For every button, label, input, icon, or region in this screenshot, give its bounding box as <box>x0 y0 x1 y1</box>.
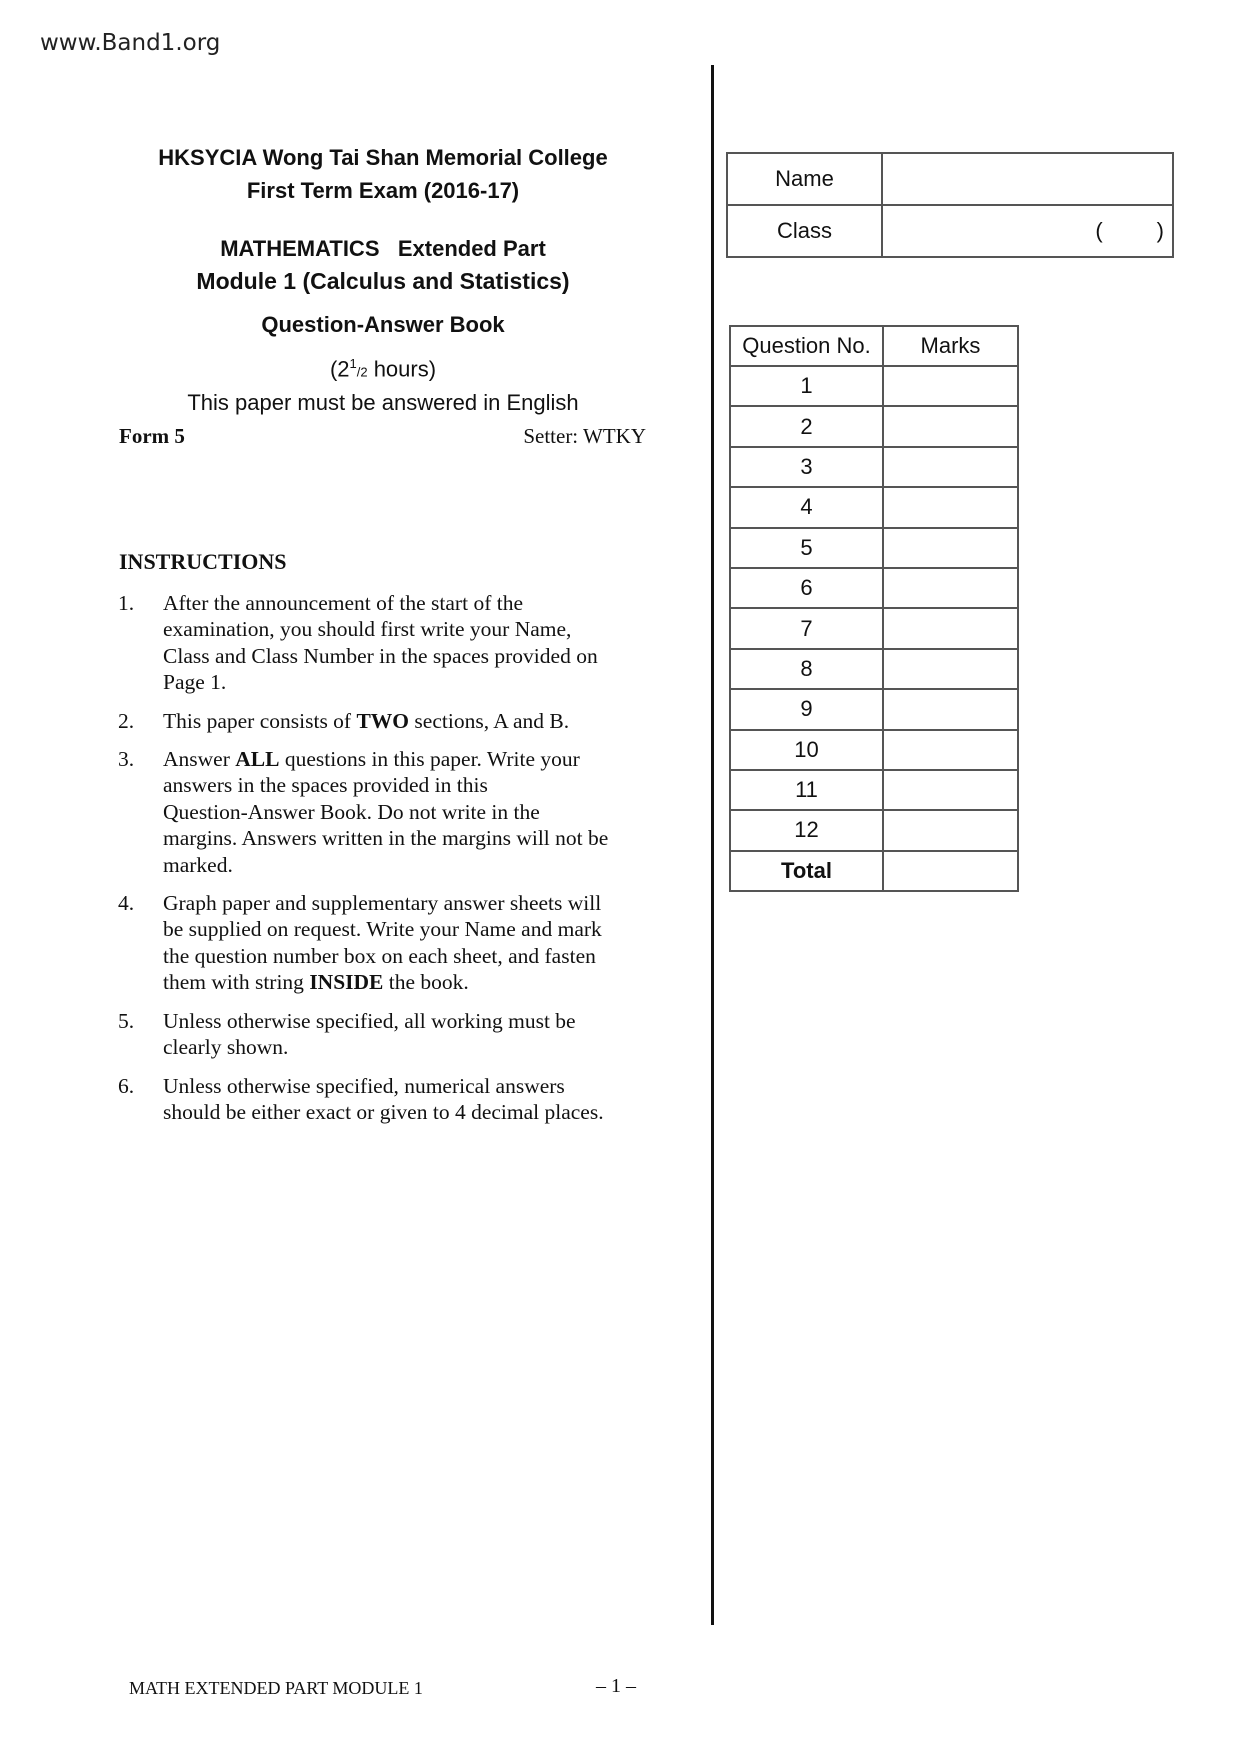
instruction-text <box>163 746 608 878</box>
marks-cell[interactable] <box>883 528 1018 568</box>
question-number: 9 <box>730 689 883 729</box>
form-label: Form 5 <box>119 424 185 448</box>
marks-cell[interactable] <box>883 366 1018 406</box>
instruction-text <box>163 1073 604 1126</box>
page-number: – 1 – <box>596 1675 636 1697</box>
subject-line <box>110 236 656 262</box>
marks-cell[interactable] <box>883 568 1018 608</box>
instruction-text-segment: After the announcement of the start of the <box>163 591 523 615</box>
instruction-number: 6. <box>118 1073 135 1098</box>
marks-row <box>730 568 1018 608</box>
instruction-text-segment: margins. Answers written in the margins will not be <box>163 826 609 851</box>
instruction-text-segment: them with string <box>163 970 310 995</box>
book-title: Question-Answer Book <box>261 312 505 337</box>
total-label: Total <box>730 851 883 891</box>
instruction-text-segment: Page 1. <box>163 670 227 695</box>
instruction-text-segment: the question number box on each sheet, and fasten <box>163 943 596 968</box>
question-number: 12 <box>730 810 883 850</box>
instruction-text-segment: examination, you should first write your Name, <box>163 617 572 642</box>
instruction-number: 2. <box>118 708 135 733</box>
language-note: This paper must be answered in English <box>187 390 579 415</box>
instruction-number: 3. <box>118 747 135 772</box>
question-number: 4 <box>730 487 883 527</box>
question-number: 3 <box>730 447 883 487</box>
class-label: Class <box>727 205 882 257</box>
instruction-text-segment: This paper consists of <box>163 708 357 733</box>
marks-row <box>730 810 1018 850</box>
marks-cell[interactable] <box>883 487 1018 527</box>
margin-divider-line <box>711 65 714 1625</box>
instruction-text-segment: ALL <box>235 747 280 772</box>
marks-cell[interactable] <box>883 730 1018 770</box>
marks-row <box>730 406 1018 446</box>
instruction-text-segment: INSIDE <box>309 970 384 995</box>
student-info-table <box>726 152 1174 258</box>
marks-cell[interactable] <box>883 608 1018 648</box>
marks-row <box>730 689 1018 729</box>
subject-part: Extended Part <box>397 236 546 261</box>
total-row <box>730 851 1018 891</box>
instructions-title: INSTRUCTIONS <box>119 549 287 574</box>
question-number: 6 <box>730 568 883 608</box>
question-number: 10 <box>730 730 883 770</box>
instruction-text-segment: TWO <box>356 708 410 733</box>
instruction-item <box>118 1008 658 1061</box>
marks-row <box>730 608 1018 648</box>
instruction-text-segment: Question-Answer Book. Do not write in the <box>163 799 540 824</box>
question-number: 5 <box>730 528 883 568</box>
instruction-item <box>118 708 658 734</box>
instruction-text-segment: marked. <box>163 852 233 877</box>
instruction-text-segment: Unless otherwise specified, numerical answers <box>163 1073 565 1098</box>
instruction-item <box>118 1073 658 1126</box>
instruction-number: 5. <box>118 1008 135 1033</box>
name-label: Name <box>727 153 882 205</box>
subject: MATHEMATICS <box>220 236 380 261</box>
marks-cell[interactable] <box>883 406 1018 446</box>
instruction-text-segment: answers in the spaces provided in this <box>163 773 488 798</box>
instruction-text <box>163 1008 576 1061</box>
class-number-paren-close: ) <box>1156 218 1164 243</box>
class-number-paren-open: ( <box>1095 218 1103 243</box>
duration-sup: 1 <box>349 356 357 371</box>
marks-cell[interactable] <box>883 770 1018 810</box>
school-name: HKSYCIA Wong Tai Shan Memorial College <box>158 145 608 170</box>
duration <box>110 356 656 382</box>
instruction-text-segment: be supplied on request. Write your Name and mark <box>163 917 602 942</box>
instructions-list <box>118 590 658 1137</box>
marks-row <box>730 487 1018 527</box>
marks-table <box>729 325 1019 892</box>
instruction-text <box>163 590 598 696</box>
instruction-text <box>163 708 569 734</box>
marks-row <box>730 649 1018 689</box>
marks-row <box>730 447 1018 487</box>
instruction-item <box>118 890 658 996</box>
setter-label: Setter: WTKY <box>523 424 646 448</box>
total-marks-cell[interactable] <box>883 851 1018 891</box>
marks-cell[interactable] <box>883 810 1018 850</box>
instruction-text-segment: Class and Class Number in the spaces provided on <box>163 643 598 668</box>
question-number: 1 <box>730 366 883 406</box>
marks-header: Marks <box>883 326 1018 366</box>
question-number: 11 <box>730 770 883 810</box>
instruction-text-segment: the book. <box>383 970 469 995</box>
instruction-item <box>118 746 658 878</box>
instruction-number: 4. <box>118 891 135 916</box>
instruction-text-segment: Answer <box>163 747 236 772</box>
instruction-text-segment: questions in this paper. Write your <box>279 747 580 772</box>
marks-cell[interactable] <box>883 649 1018 689</box>
instruction-text-segment: clearly shown. <box>163 1035 289 1060</box>
footer-title: MATH EXTENDED PART MODULE 1 <box>129 1678 423 1698</box>
marks-cell[interactable] <box>883 447 1018 487</box>
module-title: Module 1 (Calculus and Statistics) <box>196 268 570 294</box>
marks-row <box>730 528 1018 568</box>
duration-sub: /2 <box>356 364 368 380</box>
marks-row <box>730 770 1018 810</box>
instruction-text-segment: should be either exact or given to 4 decimal places. <box>163 1099 604 1124</box>
question-no-header: Question No. <box>730 326 883 366</box>
exam-title: First Term Exam (2016-17) <box>246 178 520 203</box>
question-number: 2 <box>730 406 883 446</box>
marks-cell[interactable] <box>883 689 1018 729</box>
instruction-text <box>163 890 602 996</box>
instruction-text-segment: Graph paper and supplementary answer sheets will <box>163 891 602 916</box>
marks-row <box>730 366 1018 406</box>
question-number: 7 <box>730 608 883 648</box>
instruction-text-segment: Unless otherwise specified, all working must be <box>163 1008 576 1033</box>
name-field[interactable] <box>882 153 1173 205</box>
instruction-number: 1. <box>118 591 135 615</box>
class-field[interactable] <box>882 205 1173 257</box>
duration-text-close: hours) <box>367 356 437 382</box>
duration-text: (2 <box>329 356 350 382</box>
question-number: 8 <box>730 649 883 689</box>
marks-row <box>730 730 1018 770</box>
instruction-text-segment: sections, A and B. <box>409 708 570 733</box>
instruction-item <box>118 590 658 696</box>
website-watermark: www.Band1.org <box>40 30 221 56</box>
